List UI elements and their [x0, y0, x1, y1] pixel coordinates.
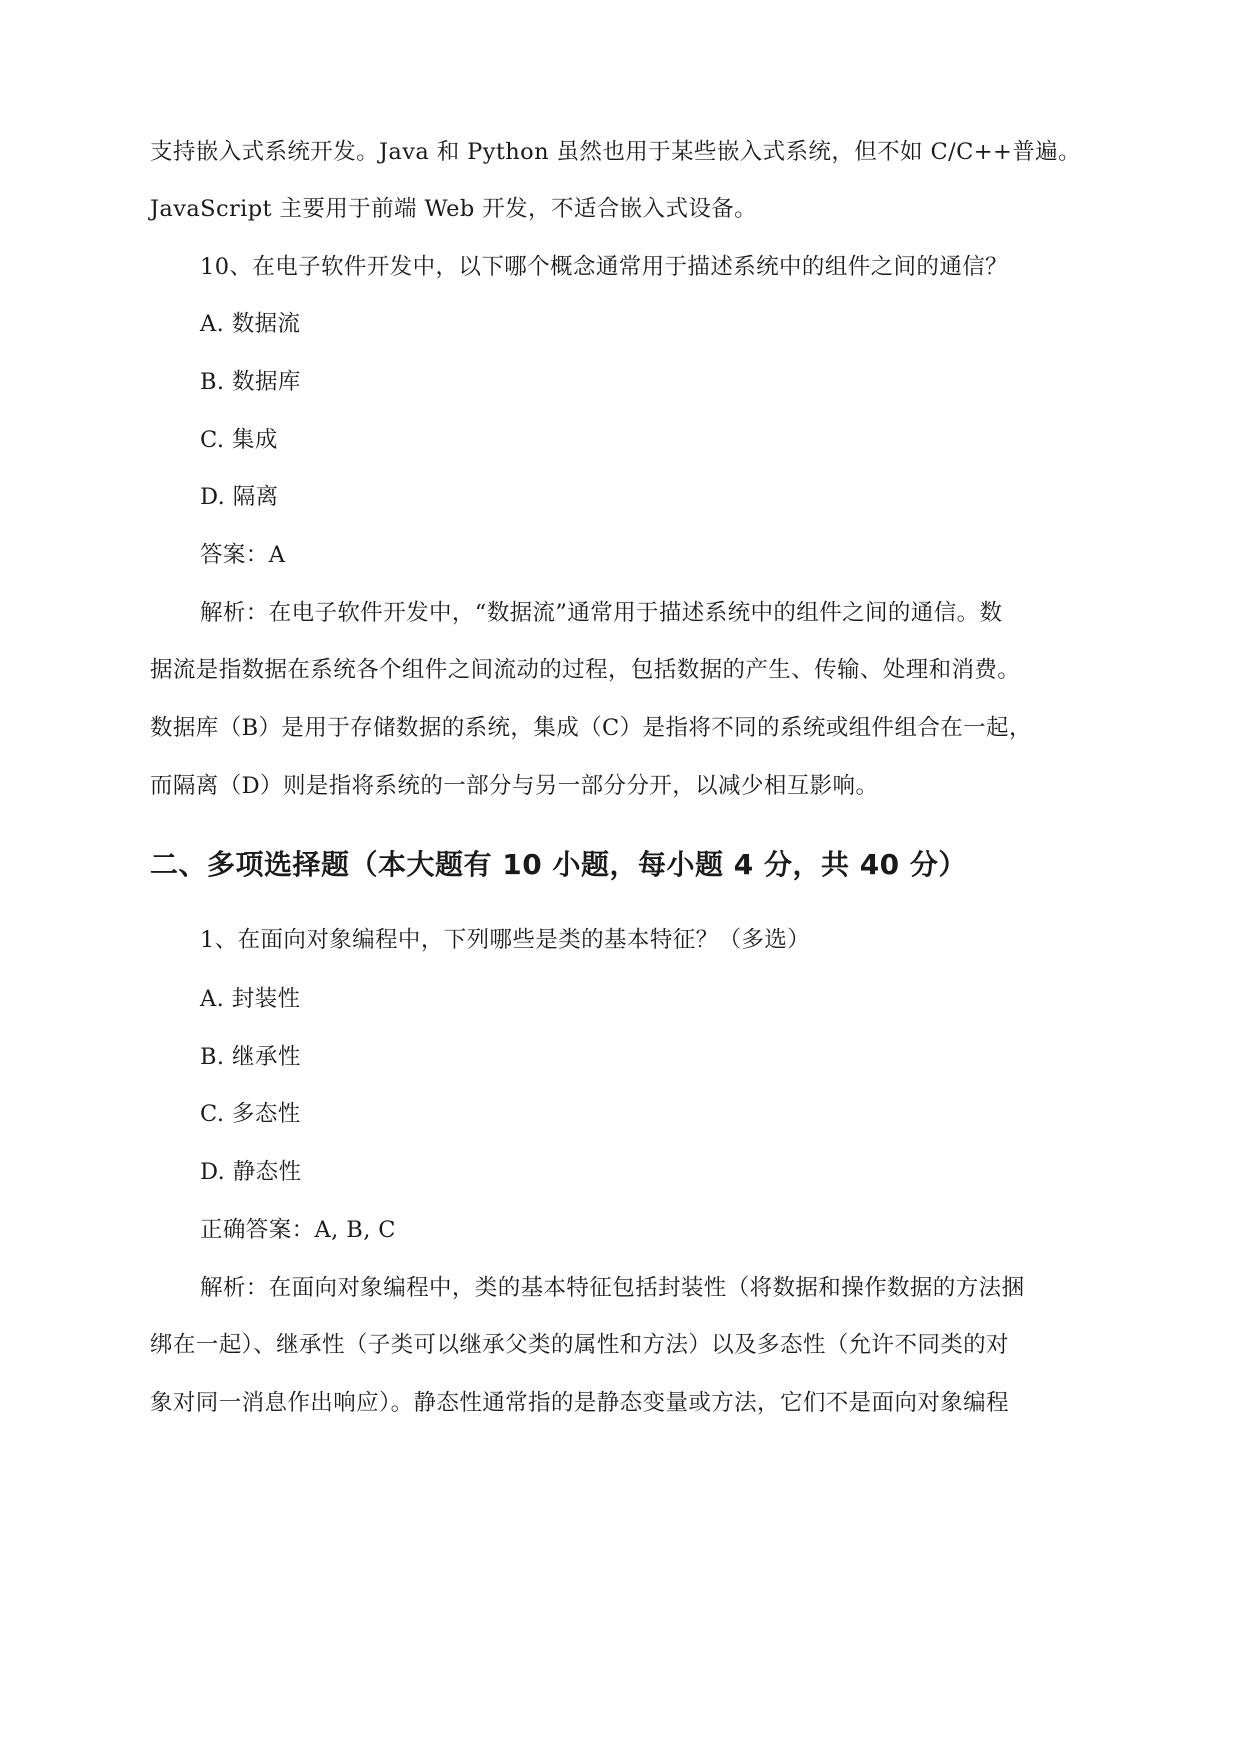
multi-question-1-option-a: A. 封装性 [200, 986, 301, 1012]
question-10-explanation-line-2: 据流是指数据在系统各个组件之间流动的过程，包括数据的产生、传输、处理和消费。 [150, 657, 1021, 683]
question-10-explanation-line-4: 而隔离（D）则是指将系统的一部分与另一部分分开，以减少相互影响。 [150, 773, 879, 799]
question-10-text: 10、在电子软件开发中，以下哪个概念通常用于描述系统中的组件之间的通信？ [200, 254, 1009, 280]
question-10-explanation-line-1: 解析：在电子软件开发中，“数据流”通常用于描述系统中的组件之间的通信。数 [200, 600, 1003, 626]
multi-question-1-text: 1、在面向对象编程中，下列哪些是类的基本特征？（多选） [200, 927, 811, 953]
multi-question-1-explanation-line-2: 绑在一起）、继承性（子类可以继承父类的属性和方法）以及多态性（允许不同类的对 [150, 1332, 1009, 1358]
multi-question-1-explanation-line-1: 解析：在面向对象编程中，类的基本特征包括封装性（将数据和操作数据的方法捆 [200, 1275, 1025, 1301]
section-2-title: 二、多项选择题（本大题有 10 小题，每小题 4 分，共 40 分） [150, 848, 967, 881]
question-10-option-c: C. 集成 [200, 427, 278, 453]
multi-question-1-option-b: B. 继承性 [200, 1044, 301, 1070]
question-10-option-b: B. 数据库 [200, 369, 301, 395]
multi-question-1-option-c: C. 多态性 [200, 1101, 301, 1127]
question-10-answer: 答案：A [200, 542, 286, 568]
multi-question-1-option-d: D. 静态性 [200, 1159, 302, 1185]
prev-explanation-line-1: 支持嵌入式系统开发。Java 和 Python 虽然也用于某些嵌入式系统，但不如 C/C++普遍。 [150, 139, 1081, 165]
prev-explanation-line-2: JavaScript 主要用于前端 Web 开发，不适合嵌入式设备。 [150, 196, 758, 222]
question-10-option-a: A. 数据流 [200, 311, 301, 337]
multi-question-1-explanation-line-3: 象对同一消息作出响应）。静态性通常指的是静态变量或方法，它们不是面向对象编程 [150, 1390, 1009, 1416]
question-10-explanation-line-3: 数据库（B）是用于存储数据的系统，集成（C）是指将不同的系统或组件组合在一起， [150, 715, 1032, 741]
multi-question-1-answer: 正确答案：A, B, C [200, 1217, 396, 1243]
question-10-option-d: D. 隔离 [200, 484, 279, 510]
